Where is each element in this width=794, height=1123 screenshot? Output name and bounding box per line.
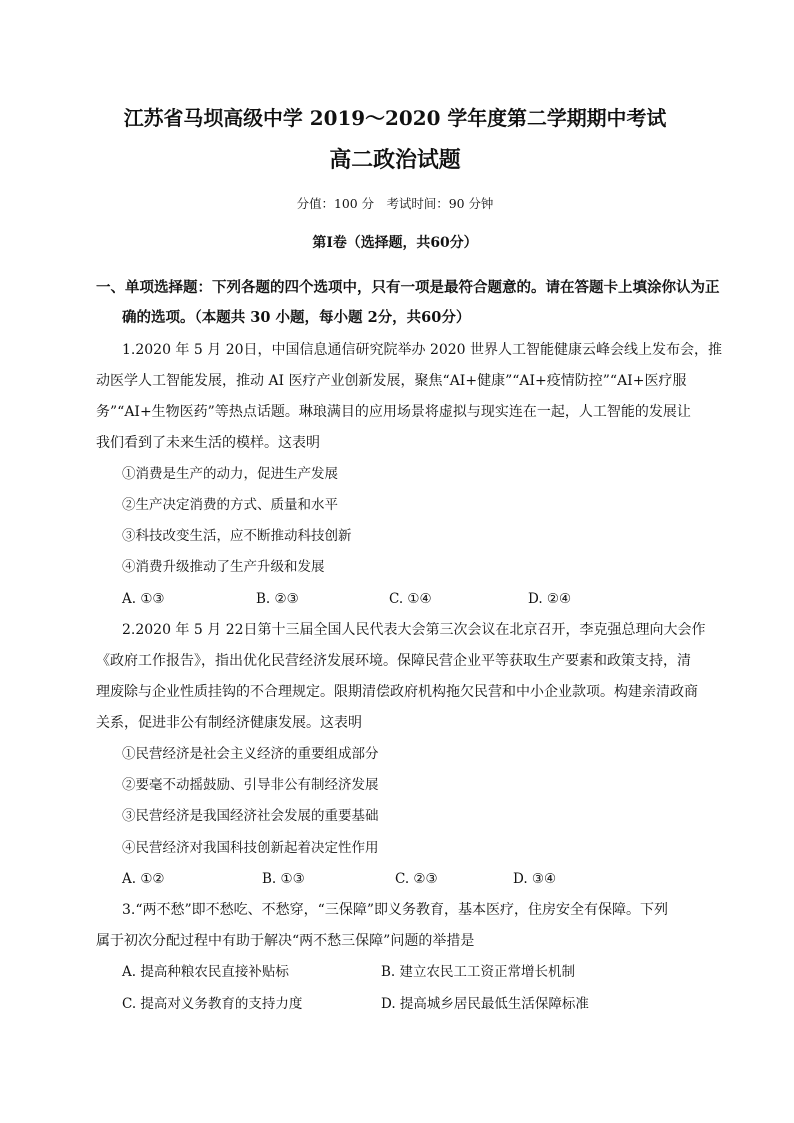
q1-item-2: ②生产决定消费的方式、质量和水平 xyxy=(122,497,338,513)
exam-subtitle: 高二政治试题 xyxy=(329,147,461,173)
section-instruction-line-1: 一、单项选择题：下列各题的四个选项中，只有一项是最符合题意的。请在答题卡上填涂你认为正 xyxy=(96,279,720,296)
q2-item-2: ②要毫不动摇鼓励、引导非公有制经济发展 xyxy=(122,777,379,793)
q1-option-d: D. ②④ xyxy=(528,591,572,607)
q2-option-a: A. ①② xyxy=(122,871,165,887)
q1-stem-line-2: 动医学人工智能发展，推动 AI 医疗产业创新发展，聚焦“AI+健康”“AI+疫情防控”“AI+医疗服 xyxy=(96,373,687,389)
q2-option-c: C. ②③ xyxy=(395,871,438,887)
q2-option-d: D. ③④ xyxy=(513,871,557,887)
q2-item-4: ④民营经济对我国科技创新起着决定性作用 xyxy=(122,840,379,856)
section-instruction-line-2: 确的选项。（本题共 30 小题，每小题 2分，共60分） xyxy=(122,309,471,326)
q3-stem-line-2: 属于初次分配过程中有助于解决“两不愁三保障”问题的举措是 xyxy=(96,933,475,949)
q1-item-4: ④消费升级推动了生产升级和发展 xyxy=(122,559,325,575)
q3-option-c: C. 提高对义务教育的支持力度 xyxy=(122,996,303,1012)
q1-option-a: A. ①③ xyxy=(122,591,165,607)
exam-title: 江苏省马坝高级中学 2019～2020 学年度第二学期期中考试 xyxy=(123,106,667,130)
q2-stem-line-3: 理废除与企业性质挂钩的不合理规定。限期清偿政府机构拖欠民营和中小企业款项。构建亲清政商 xyxy=(96,684,698,700)
q1-option-b: B. ②③ xyxy=(256,591,299,607)
q3-option-d: D. 提高城乡居民最低生活保障标准 xyxy=(381,996,589,1012)
q2-option-b: B. ①③ xyxy=(262,871,305,887)
q3-option-a: A. 提高种粮农民直接补贴标 xyxy=(122,964,289,980)
q3-option-b: B. 建立农民工工资正常增长机制 xyxy=(381,964,576,980)
q1-stem-line-3: 务”“AI+生物医药”等热点话题。琳琅满目的应用场景将虚拟与现实连在一起，人工智能的发展让 xyxy=(96,404,691,420)
q1-stem-line-4: 我们看到了未来生活的模样。这表明 xyxy=(96,435,320,451)
q1-stem-line-1: 1.2020 年 5 月 20日，中国信息通信研究院举办 2020 世界人工智能健康云峰会线上发布会，推 xyxy=(122,342,723,358)
q1-item-1: ①消费是生产的动力，促进生产发展 xyxy=(122,466,338,482)
q2-stem-line-1: 2.2020 年 5 月 22日第十三届全国人民代表大会第三次会议在北京召开，李克强总理向大会作 xyxy=(122,622,706,638)
volume-heading: 第Ⅰ卷（选择题，共60分） xyxy=(312,235,478,251)
q1-option-c: C. ①④ xyxy=(389,591,432,607)
q2-item-3: ③民营经济是我国经济社会发展的重要基础 xyxy=(122,808,379,824)
exam-meta: 分值：100 分 考试时间：90 分钟 xyxy=(296,196,494,211)
q2-stem-line-2: 《政府工作报告》，指出优化民营经济发展环境。保障民营企业平等获取生产要素和政策支持，清 xyxy=(96,653,691,669)
q3-stem-line-1: 3.“两不愁”即不愁吃、不愁穿，“三保障”即义务教育，基本医疗，住房安全有保障。下列 xyxy=(122,902,668,918)
q2-stem-line-4: 关系，促进非公有制经济健康发展。这表明 xyxy=(96,715,362,731)
q1-item-3: ③科技改变生活，应不断推动科技创新 xyxy=(122,528,352,544)
q2-item-1: ①民营经济是社会主义经济的重要组成部分 xyxy=(122,746,379,762)
